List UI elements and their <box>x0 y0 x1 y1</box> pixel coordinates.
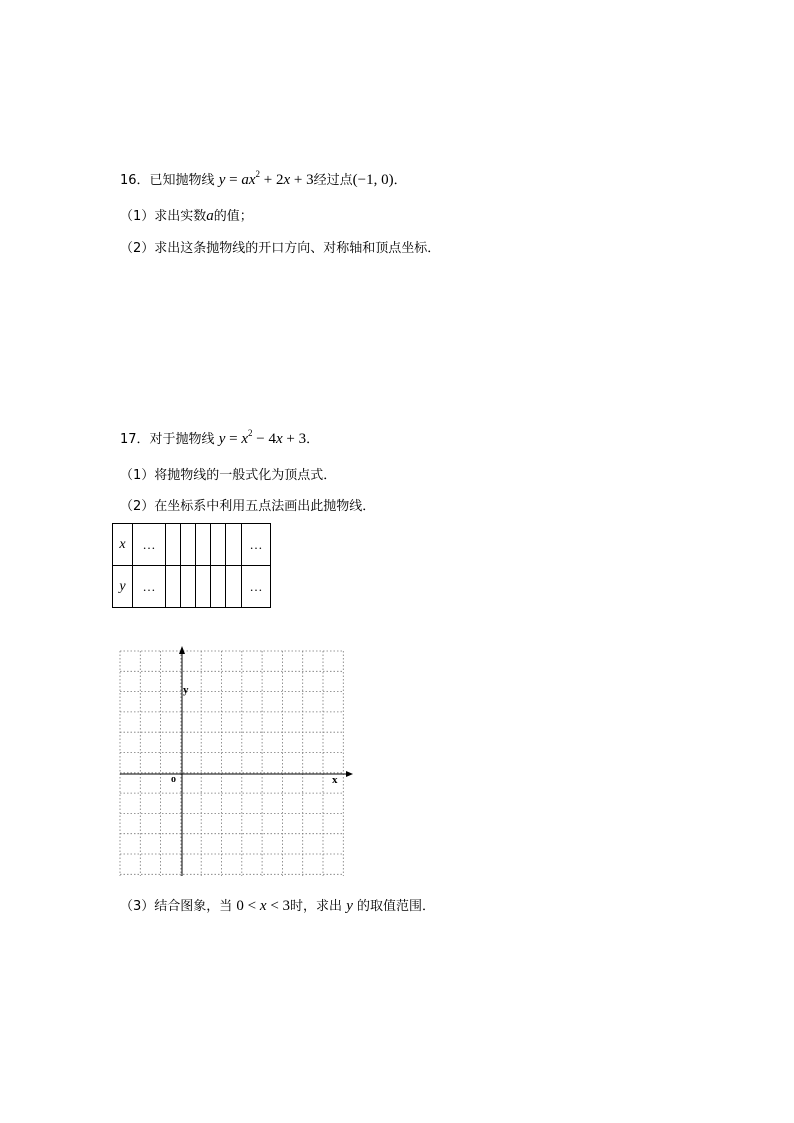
table-cell <box>196 566 211 608</box>
x-axis-arrow <box>346 771 353 777</box>
q17-stem-pre: 对于抛物线 <box>149 432 215 447</box>
table-cell <box>226 566 242 608</box>
q16-stem <box>120 171 407 190</box>
q17-part3-post: 的取值范围． <box>357 899 436 914</box>
q17-part2: （2）在坐标系中利用五点法画出此抛物线． <box>120 499 376 514</box>
y-axis-arrow <box>179 646 185 654</box>
q16-part1-post: 的值； <box>213 209 253 224</box>
table-cell <box>211 566 226 608</box>
table-row-x <box>113 524 271 566</box>
q16-number: 16． <box>120 173 150 188</box>
row-x-label: x <box>113 524 133 566</box>
table-cell <box>166 524 181 566</box>
table-row-y <box>113 566 271 608</box>
table-cell <box>226 524 242 566</box>
q17-stem <box>120 430 319 449</box>
q17-part3-condition: 0 < x < 3 <box>236 898 291 914</box>
table-cell <box>211 524 226 566</box>
q16-stem-pre: 已知抛物线 <box>149 173 215 188</box>
q16-point: (−1, 0) <box>352 172 394 188</box>
table-cell <box>196 524 211 566</box>
q17-part3-var: y <box>346 898 353 914</box>
q17-equation: $y = x^2 - 4x + 3$ <box>218 428 307 447</box>
x-axis-label: x <box>332 774 338 786</box>
q16-part1 <box>120 207 253 226</box>
grid-lines <box>120 651 343 876</box>
q17-number: 17． <box>120 432 150 447</box>
coordinate-grid <box>110 640 355 885</box>
q16-part1-pre: （1）求出实数 <box>120 209 207 224</box>
q16-stem-mid: 经过点 <box>313 173 353 188</box>
q17-part1: （1）将抛物线的一般式化为顶点式． <box>120 468 337 483</box>
table-cell-ellipsis: … <box>133 524 166 566</box>
y-axis-label: y <box>183 684 189 696</box>
q16-part2: （2）求出这条抛物线的开口方向、对称轴和顶点坐标． <box>120 241 441 256</box>
q16-equation: $y = ax^2 + 2x + 3$ <box>218 169 314 188</box>
row-y-label: y <box>113 566 133 608</box>
q17-stem-end: ． <box>306 432 320 447</box>
table-cell <box>181 524 196 566</box>
table-cell <box>181 566 196 608</box>
q16-stem-end: ． <box>393 173 407 188</box>
table-cell <box>166 566 181 608</box>
q17-part3-mid: 时，求出 <box>290 899 343 914</box>
table-cell-ellipsis: … <box>242 566 271 608</box>
q17-part3 <box>120 897 435 916</box>
origin-label: o <box>171 774 176 785</box>
q16-part1-var: a <box>206 208 214 224</box>
value-table <box>112 523 271 608</box>
table-cell-ellipsis: … <box>242 524 271 566</box>
q17-part3-pre: （3）结合图象，当 <box>120 899 233 914</box>
table-cell-ellipsis: … <box>133 566 166 608</box>
